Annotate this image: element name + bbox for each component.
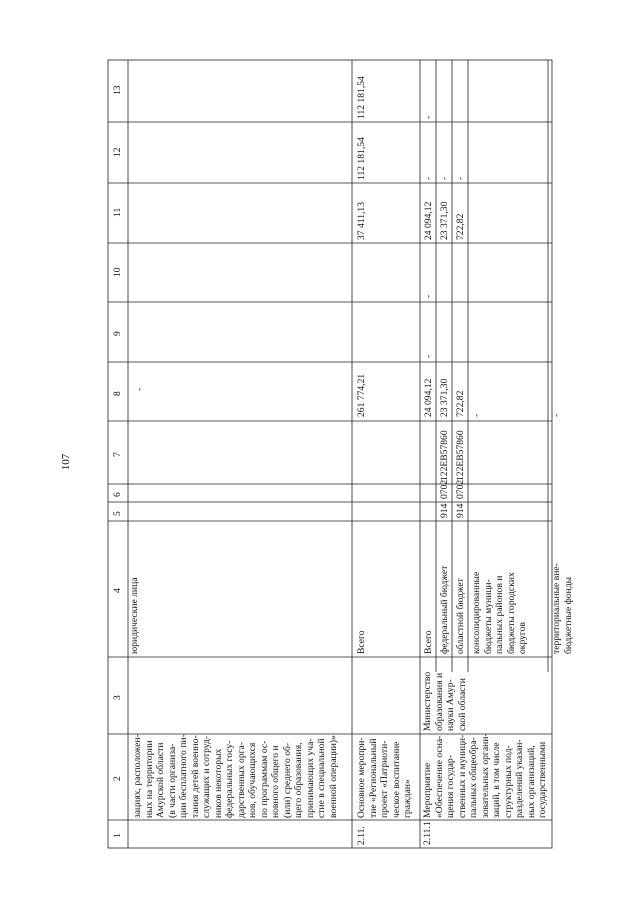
cont-col2-line: тания детей военно- [189, 735, 201, 818]
subrow-col8: - [551, 413, 562, 417]
cont-col2-line: новного общего и [270, 745, 281, 818]
subrow-col12: - [423, 176, 434, 180]
row-2-11-1-col2-line: ственных и муници- [456, 734, 468, 818]
subrow-col4: консолидированные бюджеты муници- пальных районов и бюджеты городских округов [471, 571, 528, 654]
subrow-col8: 24 094,12 [423, 378, 434, 417]
subrow-col4: Всего [423, 630, 434, 654]
header-col-number: 1 [112, 833, 123, 838]
row-2-11-col2-line: Основное меропри- [356, 737, 367, 818]
row-2-11-1-col2-line: щения государ- [445, 755, 456, 818]
row-2-11-col8: 261 774,21 [356, 373, 367, 417]
row-2-11-1-num: 2.11.1 [422, 821, 433, 845]
row-2-11-1-col3-line: образования и [433, 672, 445, 731]
header-col-number: 5 [112, 510, 123, 516]
row-2-11-col2-line: проект «Патриоти- [379, 740, 390, 818]
cont-col2-line: ных на территории [143, 740, 155, 818]
subrow-col5: 914 [455, 503, 466, 518]
subrow-col4: федеральный бюджет [439, 565, 450, 654]
cont-col8: - [134, 387, 145, 391]
cont-col2-line: ции бесплатного пи- [178, 734, 189, 818]
row-2-11-1-col2-line: разделений указан- [514, 739, 525, 818]
header-col-number: 2 [112, 776, 123, 781]
header-col-number: 4 [112, 588, 123, 593]
row-2-11-1-col3-line: Министерство [422, 671, 433, 731]
row-2-11-col4: Всего [356, 630, 367, 654]
subrow-col6: 0702 [455, 479, 466, 499]
row-2-11-1-col3-line: науки Амур- [445, 679, 456, 731]
cont-col2-line: дарственных орга- [235, 741, 247, 818]
header-col-number: 6 [112, 492, 123, 497]
cont-col2-line: нов, обучающихся [247, 742, 258, 818]
subrow-col9: - [423, 354, 434, 358]
subrow-col8: - [471, 413, 482, 417]
cont-col2-line: (в части организа- [166, 743, 178, 818]
subrow-col10: - [423, 294, 434, 298]
subrow-col12: - [455, 176, 466, 180]
cont-col4: юридические лица [129, 577, 140, 654]
header-col-number: 11 [112, 207, 123, 217]
cont-col2 [132, 734, 339, 818]
row-2-11-col12: 112 181,54 [356, 137, 367, 180]
row-2-11-col2-line: тие «Региональный [367, 738, 379, 818]
row-2-11-1-col2-line: государственными [537, 741, 548, 818]
subrow-col4: областной бюджет [455, 578, 466, 654]
subrow-col8: 722,82 [455, 390, 466, 417]
row-2-11-col2-line: граждан» [402, 779, 413, 818]
subrow-col12: - [439, 176, 450, 180]
cont-col2-line: стие в специальной [316, 738, 327, 818]
row-2-11-1-col2-line: ных организаций, [525, 745, 537, 818]
row-2-11-1-col2-line: заций, в том числе [491, 742, 502, 818]
cont-col2-line: щего образования, [293, 742, 304, 818]
row-2-11-num: 2.11. [356, 826, 367, 845]
subrow-col7: 122EB57860 [439, 430, 450, 481]
subrow-col11: 23 371,30 [439, 201, 450, 240]
subrow-col6: 0702 [439, 479, 450, 499]
row-2-11-1-col2-line: структурных под- [502, 745, 514, 818]
row-2-11-1-col3 [422, 672, 468, 731]
cont-col2-line: принимающих уча- [304, 738, 316, 818]
cont-col2-line: (или) среднего об- [281, 742, 293, 818]
subrow-col11: 722,82 [455, 213, 466, 240]
row-2-11-col2-line: ческое воспитание [390, 741, 402, 818]
header-col-number: 13 [112, 85, 123, 95]
row-2-11-1-col2-line: зовательных органи- [479, 733, 491, 818]
subrow-col7: 122EB57860 [455, 430, 466, 481]
row-2-11-1-col3-line: ской области [456, 678, 468, 731]
header-col-number: 9 [112, 331, 123, 336]
cont-col2-line: военной операции)» [327, 735, 339, 818]
row-2-11-1-col2-line: «Обеспечение осна- [433, 735, 445, 818]
header-col-number: 12 [112, 146, 123, 157]
cont-col2-line: Амурской области [155, 742, 166, 818]
row-2-11-col2 [356, 737, 414, 818]
subrow-col8: 23 371,30 [439, 378, 450, 417]
subrow-col13: - [423, 115, 434, 119]
header-col-number: 8 [112, 390, 123, 396]
header-col-number: 7 [112, 451, 123, 457]
header-col-number: 3 [112, 694, 123, 700]
header-col-number: 10 [112, 266, 123, 277]
row-2-11-1-col2-line: пальных общеобра- [468, 737, 479, 818]
row-2-11-1-col2 [422, 733, 549, 818]
row-2-11-col11: 37 411,13 [356, 201, 367, 240]
cont-col2-line: федеральных госу- [224, 740, 235, 818]
page-number: 107 [60, 453, 72, 471]
cont-col2-line: ников некоторых [212, 748, 224, 818]
row-2-11-1-col2-line: Мероприятие [422, 762, 433, 818]
cont-col2-line: зациях, расположен- [132, 734, 143, 818]
subrow-col4: территориальные вне- бюджетные фонды [551, 563, 574, 654]
cont-col2-line: служащих и сотруд- [201, 735, 212, 818]
subrow-col11: 24 094,12 [423, 201, 434, 240]
subrow-col5: 914 [439, 503, 450, 518]
row-2-11-col13: 112 181,54 [356, 76, 367, 119]
cont-col2-line: по программам ос- [258, 740, 270, 818]
